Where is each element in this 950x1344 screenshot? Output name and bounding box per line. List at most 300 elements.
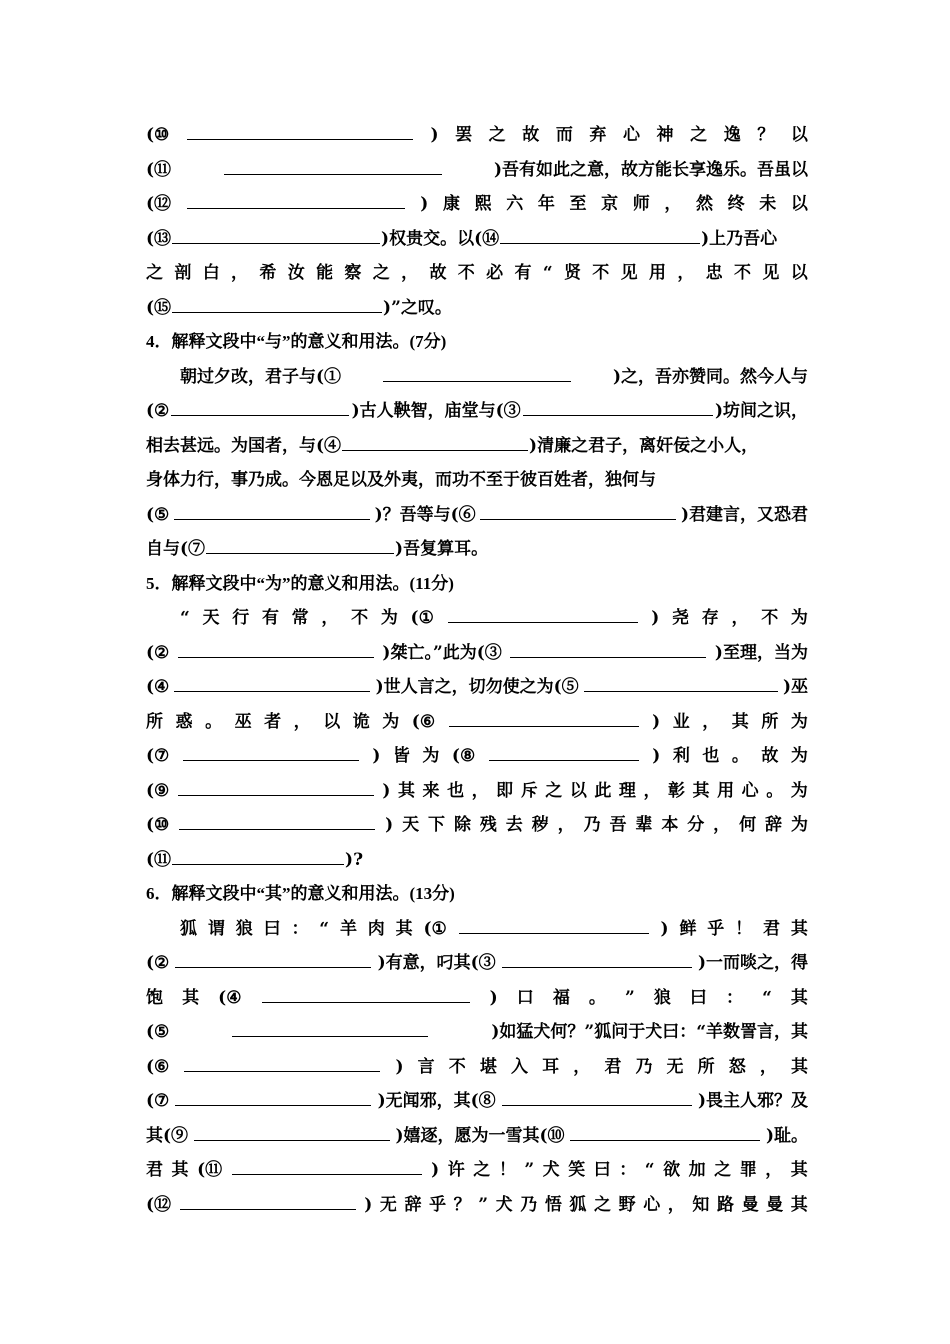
text-segment: ): [385, 815, 394, 835]
text-segment: 朝过夕改，君子与(①: [180, 366, 342, 387]
answer-blank[interactable]: [175, 951, 371, 968]
text-segment: 用: [648, 263, 666, 283]
text-segment: 不: [734, 263, 751, 283]
text-segment: ): [651, 608, 660, 628]
text-segment: 察: [344, 263, 362, 283]
text-segment: 心: [622, 125, 640, 145]
text-segment: 以: [790, 263, 808, 283]
text-segment: 者: [264, 711, 282, 732]
answer-blank[interactable]: [172, 848, 344, 865]
text-segment: )？吾等与(⑥: [374, 504, 476, 525]
text-segment: 京: [601, 194, 619, 214]
text-segment: 曰: [689, 987, 707, 1008]
text-segment: 言: [417, 1056, 435, 1077]
text-segment: 所: [146, 711, 163, 732]
text-segment: )吾复算耳。: [395, 539, 489, 559]
text-segment: 有: [514, 263, 532, 283]
text-line: [146, 256, 808, 291]
text-segment: )世人言之，切勿使之为(⑤: [375, 677, 579, 697]
text-segment: (④: [146, 677, 170, 697]
text-segment: ：: [291, 918, 309, 939]
text-segment: 师: [632, 194, 650, 214]
text-segment: 其: [395, 918, 413, 939]
text-segment: 为: [382, 711, 400, 732]
text-segment: 为: [790, 608, 808, 628]
text-segment: 以: [790, 125, 808, 145]
text-segment: (⑦: [146, 1091, 170, 1111]
text-segment: 曰: [593, 1160, 611, 1180]
text-segment: 诡: [352, 711, 370, 732]
text-line: [146, 360, 808, 395]
text-segment: (⑬: [146, 228, 172, 249]
text-segment: 去: [505, 815, 523, 835]
text-line: [146, 394, 808, 429]
text-segment: )之，吾亦赞同。然今人与: [612, 366, 808, 387]
text-line: [146, 843, 808, 878]
text-segment: ): [420, 194, 429, 214]
text-segment: 加: [688, 1160, 706, 1180]
text-segment: 斥: [520, 780, 538, 801]
text-segment: ！: [735, 918, 753, 939]
answer-blank[interactable]: [523, 399, 713, 416]
text-segment: 剖: [174, 263, 192, 283]
text-segment: (⑨: [146, 780, 170, 801]
text-segment: 辈: [635, 815, 653, 835]
text-segment: 知: [692, 1194, 710, 1215]
answer-blank[interactable]: [174, 675, 370, 692]
text-segment: 年: [537, 194, 555, 214]
text-segment: 不: [592, 263, 610, 283]
answer-blank[interactable]: [232, 1020, 428, 1037]
text-segment: 其: [731, 711, 749, 732]
text-segment: 心: [643, 1194, 661, 1215]
text-segment: ”: [478, 1194, 489, 1215]
text-segment: (①: [423, 918, 447, 939]
answer-blank[interactable]: [232, 1158, 422, 1175]
text-line: [146, 670, 808, 705]
text-segment: 野: [618, 1194, 636, 1215]
text-segment: ，: [643, 780, 661, 801]
answer-blank[interactable]: [180, 1193, 356, 1210]
text-segment: 其: [790, 1160, 808, 1180]
text-segment: ”: [524, 1160, 535, 1180]
text-segment: 皆: [392, 746, 410, 766]
text-segment: 不: [351, 608, 369, 628]
text-segment: 为: [380, 608, 398, 628]
text-segment: “: [180, 608, 190, 628]
text-segment: ): [660, 918, 669, 939]
text-segment: 其: [692, 780, 710, 801]
answer-blank[interactable]: [224, 158, 442, 175]
text-line: [146, 498, 808, 533]
text-segment: 而: [555, 125, 573, 145]
text-line: [146, 187, 808, 222]
text-segment: )权贵交。以(⑭: [381, 228, 500, 249]
text-segment: 。: [588, 987, 606, 1008]
answer-blank[interactable]: [187, 123, 413, 140]
text-line: [146, 222, 808, 257]
text-segment: ，: [677, 263, 695, 283]
text-segment: 狐: [569, 1194, 587, 1215]
text-segment: 未: [759, 194, 777, 214]
text-line: [146, 705, 808, 740]
text-line: [146, 981, 808, 1016]
answer-blank[interactable]: [262, 986, 470, 1003]
text-segment: 君: [146, 1160, 163, 1180]
question-heading: 5．解释文段中“为”的意义和用法。(11分): [146, 573, 454, 593]
text-segment: 狼: [235, 918, 253, 939]
text-segment: 行: [232, 608, 250, 628]
text-segment: 能: [316, 263, 334, 283]
text-segment: 无: [666, 1056, 684, 1077]
text-segment: 其: [171, 1160, 189, 1180]
text-segment: ，: [667, 1194, 685, 1215]
text-segment: )?: [345, 849, 364, 870]
text-line: [146, 429, 808, 464]
text-segment: 君: [763, 918, 781, 939]
text-segment: (⑥: [146, 1056, 170, 1077]
text-segment: 无: [379, 1194, 397, 1215]
text-segment: 分: [687, 815, 705, 835]
text-segment: )”之叹。: [383, 297, 452, 318]
answer-blank[interactable]: [175, 1089, 371, 1106]
text-segment: ，: [713, 815, 731, 835]
text-segment: 为: [790, 780, 808, 801]
text-segment: 福: [552, 987, 570, 1008]
question-heading: 4．解释文段中“与”的意义和用法。(7分): [146, 332, 447, 351]
text-segment: ！: [498, 1160, 516, 1180]
text-line: [146, 808, 808, 843]
text-segment: 曼: [766, 1194, 784, 1215]
text-segment: ？: [453, 1194, 471, 1215]
answer-blank[interactable]: [449, 710, 639, 727]
text-segment: ？: [757, 125, 775, 145]
text-segment: 终: [727, 194, 745, 214]
text-segment: 犬: [542, 1160, 560, 1180]
text-segment: 故: [429, 263, 447, 283]
text-segment: 秽: [531, 815, 549, 835]
text-segment: 笑: [568, 1160, 586, 1180]
answer-blank[interactable]: [570, 1124, 760, 1141]
answer-blank[interactable]: [178, 779, 374, 796]
text-segment: 其: [790, 1056, 808, 1077]
text-segment: 心: [741, 780, 759, 801]
text-segment: 用: [717, 780, 735, 801]
text-segment: )一而啖之，得: [697, 953, 808, 973]
text-segment: 神: [656, 125, 674, 145]
text-segment: 怒: [728, 1056, 746, 1077]
text-segment: )嬉逐，愿为一雪其(⑩: [395, 1125, 565, 1146]
answer-blank[interactable]: [459, 917, 649, 934]
text-segment: 。: [766, 780, 784, 801]
text-segment: ，: [702, 711, 720, 732]
text-segment: )有意，叼其(③: [377, 953, 496, 973]
text-segment: (⑥: [411, 711, 436, 732]
text-segment: )巫: [782, 677, 808, 697]
text-line: [146, 463, 808, 498]
text-segment: 此: [594, 780, 612, 801]
text-segment: 口: [516, 987, 534, 1008]
text-segment: 以: [569, 780, 587, 801]
answer-blank[interactable]: [174, 503, 370, 520]
text-segment: 忠: [705, 263, 723, 283]
text-line: [146, 118, 808, 153]
text-segment: 犬: [495, 1194, 513, 1215]
text-segment: ): [382, 780, 391, 801]
text-segment: 天: [202, 608, 220, 628]
text-segment: 其: [790, 987, 808, 1008]
text-segment: 耳: [542, 1056, 560, 1077]
text-segment: 以: [323, 711, 341, 732]
text-segment: 相去甚远。为国者，与(④: [146, 435, 342, 456]
text-segment: 。: [731, 746, 749, 766]
text-segment: 乎: [429, 1194, 447, 1215]
text-segment: 何: [739, 815, 757, 835]
text-segment: (②: [146, 642, 170, 663]
text-segment: 罢: [455, 125, 473, 145]
text-segment: 堪: [479, 1056, 497, 1077]
text-segment: 曰: [263, 918, 281, 939]
text-line: [146, 1015, 808, 1050]
text-segment: 巫: [234, 711, 252, 732]
answer-blank[interactable]: [502, 1089, 692, 1106]
text-line: [146, 601, 808, 636]
text-segment: 羊: [339, 918, 357, 939]
text-segment: ：: [725, 987, 743, 1008]
text-segment: 之: [714, 1160, 732, 1180]
text-segment: 然: [695, 194, 713, 214]
text-segment: 以: [790, 194, 808, 214]
text-segment: 之: [488, 125, 506, 145]
text-segment: ，: [759, 1056, 777, 1077]
text-segment: )如猛犬何？”狐问于犬曰：“羊数詈言，其: [491, 1022, 808, 1042]
text-segment: (①: [410, 608, 434, 628]
answer-blank[interactable]: [194, 1124, 390, 1141]
text-segment: ”: [624, 987, 635, 1008]
text-segment: “: [319, 918, 330, 939]
text-segment: ，: [401, 263, 419, 283]
text-segment: (⑧: [451, 746, 476, 766]
text-segment: 饱: [146, 987, 163, 1008]
text-line: [146, 912, 808, 947]
text-segment: 乃: [520, 1194, 538, 1215]
text-segment: “: [644, 1160, 655, 1180]
text-line: [146, 774, 808, 809]
text-segment: )古人鞅智，庙堂与(③: [351, 401, 521, 421]
answer-blank[interactable]: [172, 296, 382, 313]
text-segment: 肉: [367, 918, 385, 939]
text-segment: 。: [205, 711, 223, 732]
text-segment: 希: [259, 263, 277, 283]
text-segment: 吾: [609, 815, 627, 835]
text-segment: (④: [218, 987, 242, 1008]
text-line: [146, 1084, 808, 1119]
text-segment: 不: [457, 263, 475, 283]
answer-blank[interactable]: [383, 365, 571, 382]
text-segment: 路: [716, 1194, 734, 1215]
text-line: [146, 636, 808, 671]
text-segment: )君建言，又恐君: [680, 504, 808, 525]
text-segment: )清廉之君子，离奸佞之小人，: [529, 435, 759, 456]
text-segment: 其: [397, 780, 415, 801]
text-segment: (②: [146, 401, 170, 421]
answer-blank[interactable]: [510, 641, 706, 658]
text-segment: 辞: [404, 1194, 422, 1215]
text-segment: ): [372, 746, 381, 766]
text-segment: (⑤: [146, 1022, 170, 1042]
text-line: [146, 1153, 808, 1188]
text-segment: (⑦: [146, 746, 170, 766]
text-segment: ，: [557, 815, 575, 835]
text-segment: 其: [182, 987, 200, 1008]
text-segment: 汝: [287, 263, 305, 283]
document-page: [146, 118, 808, 1222]
text-segment: ): [395, 1056, 404, 1077]
text-segment: 有: [261, 608, 279, 628]
text-segment: 为: [422, 746, 440, 766]
text-segment: 尧: [672, 608, 690, 628]
text-segment: 必: [486, 263, 504, 283]
answer-blank[interactable]: [342, 434, 528, 451]
text-segment: (②: [146, 953, 170, 973]
answer-blank[interactable]: [172, 227, 380, 244]
text-segment: ): [430, 125, 439, 145]
text-segment: 入: [511, 1056, 528, 1077]
text-segment: ，: [471, 780, 489, 801]
text-segment: 也: [447, 780, 465, 801]
text-line: [146, 1050, 808, 1085]
text-segment: 本: [661, 815, 679, 835]
text-segment: )上乃吾心: [701, 228, 778, 249]
text-segment: 彰: [668, 780, 685, 801]
text-segment: (⑤: [146, 504, 170, 525]
text-segment: )桀亡。”此为(③: [382, 642, 502, 663]
text-segment: 许: [447, 1160, 465, 1180]
text-segment: 为: [790, 711, 808, 732]
text-segment: 所: [697, 1056, 715, 1077]
answer-blank[interactable]: [178, 641, 374, 658]
answer-blank[interactable]: [489, 744, 639, 761]
text-segment: 为: [790, 746, 808, 766]
text-segment: 康: [442, 194, 460, 214]
question-heading: 6．解释文段中“其”的意义和用法。(13分): [146, 884, 455, 903]
answer-blank[interactable]: [500, 227, 700, 244]
text-segment: ：: [619, 1160, 637, 1180]
text-segment: 见: [762, 263, 780, 283]
answer-blank[interactable]: [206, 537, 394, 554]
text-segment: ，: [765, 1160, 783, 1180]
text-segment: 见: [620, 263, 638, 283]
text-segment: ，: [573, 1056, 591, 1077]
answer-blank[interactable]: [502, 951, 692, 968]
text-segment: )吾有如此之意，故方能长享逸乐。吾虽以: [493, 159, 808, 180]
text-segment: 除: [453, 815, 471, 835]
text-segment: 惑: [175, 711, 193, 732]
answer-blank[interactable]: [584, 675, 778, 692]
text-segment: )至理，当为: [714, 642, 808, 663]
text-segment: 故: [761, 746, 779, 766]
text-segment: ): [652, 711, 661, 732]
text-segment: 狐: [180, 918, 197, 939]
text-segment: 贤: [563, 263, 581, 283]
text-segment: 君: [604, 1056, 622, 1077]
text-segment: 其: [790, 1194, 808, 1215]
text-segment: 其(⑨: [146, 1125, 189, 1146]
text-segment: 不: [761, 608, 779, 628]
text-segment: 狼: [653, 987, 671, 1008]
text-segment: 曼: [741, 1194, 759, 1215]
text-segment: 鲜: [679, 918, 697, 939]
text-segment: 残: [479, 815, 497, 835]
text-segment: 之: [690, 125, 708, 145]
text-segment: (⑪: [197, 1160, 223, 1180]
text-segment: 弃: [589, 125, 607, 145]
text-line: [146, 739, 808, 774]
text-segment: ): [652, 746, 661, 766]
text-segment: ): [364, 1194, 373, 1215]
text-segment: 常: [291, 608, 309, 628]
text-segment: (⑫: [146, 1194, 172, 1215]
text-segment: ，: [231, 263, 249, 283]
text-line: [146, 1119, 808, 1154]
text-segment: 乎: [707, 918, 725, 939]
answer-blank[interactable]: [171, 399, 349, 416]
text-segment: 罪: [739, 1160, 757, 1180]
text-segment: ，: [293, 711, 311, 732]
text-segment: 熙: [474, 194, 492, 214]
text-segment: 故: [522, 125, 540, 145]
text-segment: “: [542, 263, 553, 283]
text-segment: 至: [569, 194, 587, 214]
text-segment: (⑩: [146, 815, 170, 835]
text-segment: 谓: [207, 918, 225, 939]
answer-blank[interactable]: [187, 192, 405, 209]
answer-blank[interactable]: [480, 503, 676, 520]
text-segment: 利: [672, 746, 690, 766]
text-segment: )畏主人邪？及: [697, 1091, 808, 1111]
text-segment: 自与(⑦: [146, 539, 206, 559]
text-segment: ): [489, 987, 498, 1008]
text-segment: 即: [496, 780, 514, 801]
text-segment: ，: [321, 608, 339, 628]
text-segment: (⑮: [146, 297, 172, 318]
text-segment: 其: [790, 918, 808, 939]
text-segment: (⑫: [146, 194, 172, 214]
text-segment: 之: [594, 1194, 611, 1215]
text-segment: ，: [664, 194, 682, 214]
text-line: [146, 532, 808, 567]
text-segment: 之: [473, 1160, 491, 1180]
answer-blank[interactable]: [184, 1055, 380, 1072]
text-segment: 也: [702, 746, 720, 766]
text-segment: 身体力行，事乃成。今恩足以及外夷，而功不至于彼百姓者，独何与: [146, 470, 656, 490]
text-segment: “: [762, 987, 772, 1008]
text-segment: 之: [146, 263, 163, 283]
text-segment: 六: [506, 194, 524, 214]
answer-blank[interactable]: [183, 744, 359, 761]
text-line: [146, 946, 808, 981]
text-segment: 存: [701, 608, 719, 628]
text-segment: 来: [422, 780, 440, 801]
text-segment: (⑪: [146, 159, 172, 180]
text-segment: 天: [402, 815, 420, 835]
text-segment: 欲: [663, 1160, 681, 1180]
text-segment: 乃: [583, 815, 601, 835]
text-line: [146, 153, 808, 188]
answer-blank[interactable]: [179, 813, 375, 830]
text-segment: (⑪: [146, 849, 172, 870]
answer-blank[interactable]: [448, 606, 638, 623]
